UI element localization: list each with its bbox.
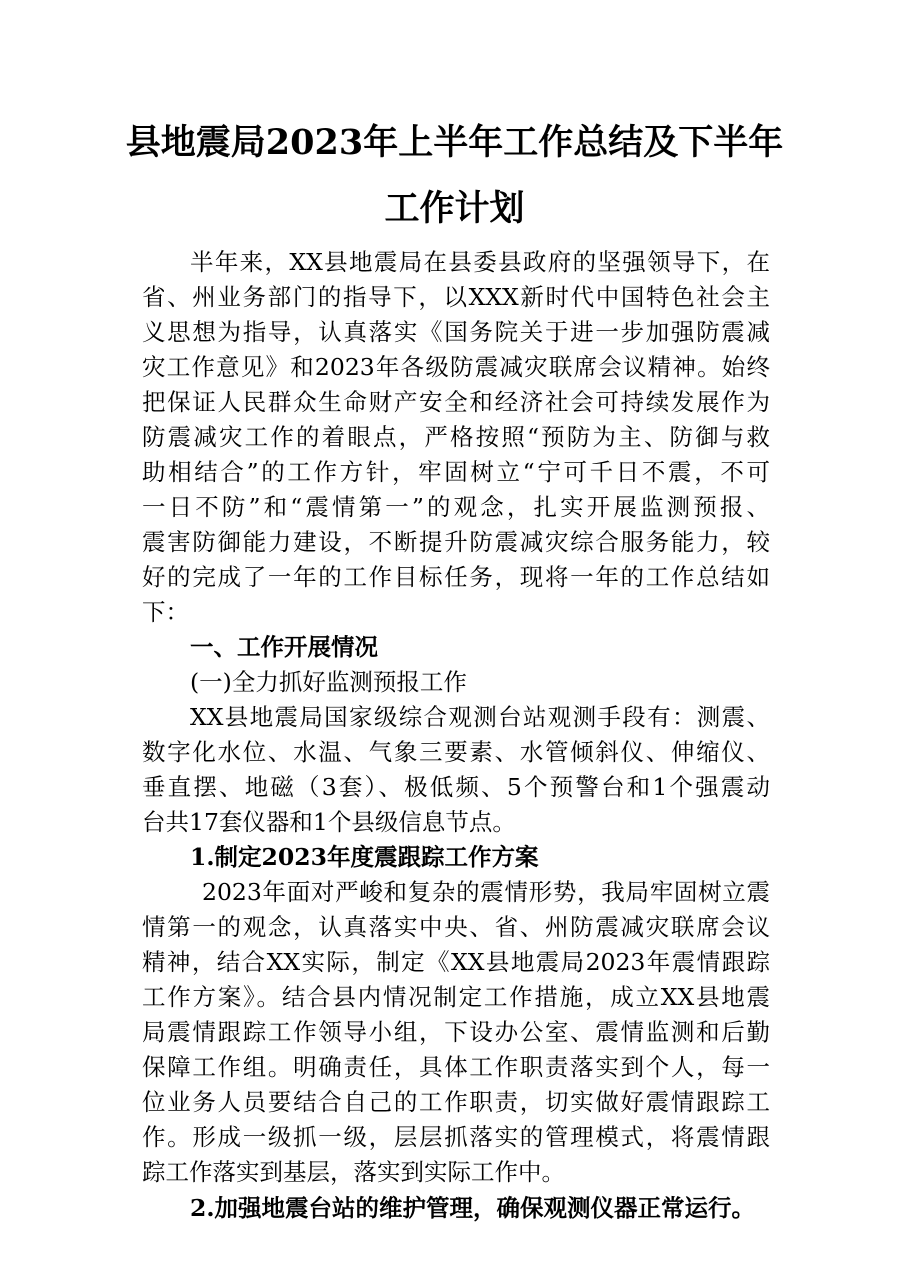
intro-line: 一日不防”和“震情第一”的观念，扎实开展监测预报、 xyxy=(142,493,770,521)
paragraph-line: 2023年面对严峻和复杂的震情形势，我局牢固树立震 xyxy=(202,878,770,906)
paragraph-line: 台共17套仪器和1个县级信息节点。 xyxy=(142,808,516,836)
paragraph-line: 作。形成一级抓一级，层层抓落实的管理模式，将震情跟 xyxy=(142,1123,770,1151)
intro-line: 震害防御能力建设，不断提升防震减灾综合服务能力，较 xyxy=(142,528,770,556)
intro-line: 半年来，XX县地震局在县委县政府的坚强领导下，在 xyxy=(190,248,770,276)
intro-line: 助相结合”的工作方针，牢固树立“宁可千日不震，不可 xyxy=(142,458,770,486)
paragraph-line: 垂直摆、地磁（3套）、极低频、5个预警台和1个强震动 xyxy=(142,773,770,801)
intro-line: 下： xyxy=(142,598,189,626)
intro-line: 义思想为指导，认真落实《国务院关于进一步加强防震减 xyxy=(142,318,770,346)
section-heading: 一、工作开展情况 xyxy=(190,633,378,661)
paragraph-line: 位业务人员要结合自己的工作职责，切实做好震情跟踪工 xyxy=(142,1088,770,1116)
paragraph-line: 情第一的观念，认真落实中央、省、州防震减灾联席会议 xyxy=(142,913,770,941)
intro-line: 把保证人民群众生命财产安全和经济社会可持续发展作为 xyxy=(142,388,770,416)
paragraph-line: 保障工作组。明确责任，具体工作职责落实到个人，每一 xyxy=(142,1053,770,1081)
intro-line: 灾工作意见》和2023年各级防震减灾联席会议精神。始终 xyxy=(142,353,770,381)
paragraph-line: XX县地震局国家级综合观测台站观测手段有：测震、 xyxy=(190,703,770,731)
paragraph-line: 数字化水位、水温、气象三要素、水管倾斜仪、伸缩仪、 xyxy=(142,738,770,766)
item-heading: 1.制定2023年度震跟踪工作方案 xyxy=(190,843,539,871)
paragraph-line: 局震情跟踪工作领导小组，下设办公室、震情监测和后勤 xyxy=(142,1018,770,1046)
document-title-line-2: 工作计划 xyxy=(384,188,525,229)
subsection-heading: (一)全力抓好监测预报工作 xyxy=(190,668,467,696)
item-heading: 2.加强地震台站的维护管理，确保观测仪器正常运行。 xyxy=(190,1194,756,1222)
paragraph-line: 精神，结合XX实际，制定《XX县地震局2023年震情跟踪 xyxy=(142,948,770,976)
intro-line: 省、州业务部门的指导下，以XXX新时代中国特色社会主 xyxy=(142,283,770,311)
intro-line: 防震减灾工作的着眼点，严格按照“预防为主、防御与救 xyxy=(142,423,770,451)
paragraph-line: 工作方案》。结合县内情况制定工作措施，成立XX县地震 xyxy=(142,983,770,1011)
paragraph-line: 踪工作落实到基层，落实到实际工作中。 xyxy=(142,1158,565,1186)
document-title-line-1: 县地震局2023年上半年工作总结及下半年 xyxy=(125,122,784,163)
intro-line: 好的完成了一年的工作目标任务，现将一年的工作总结如 xyxy=(142,563,770,591)
